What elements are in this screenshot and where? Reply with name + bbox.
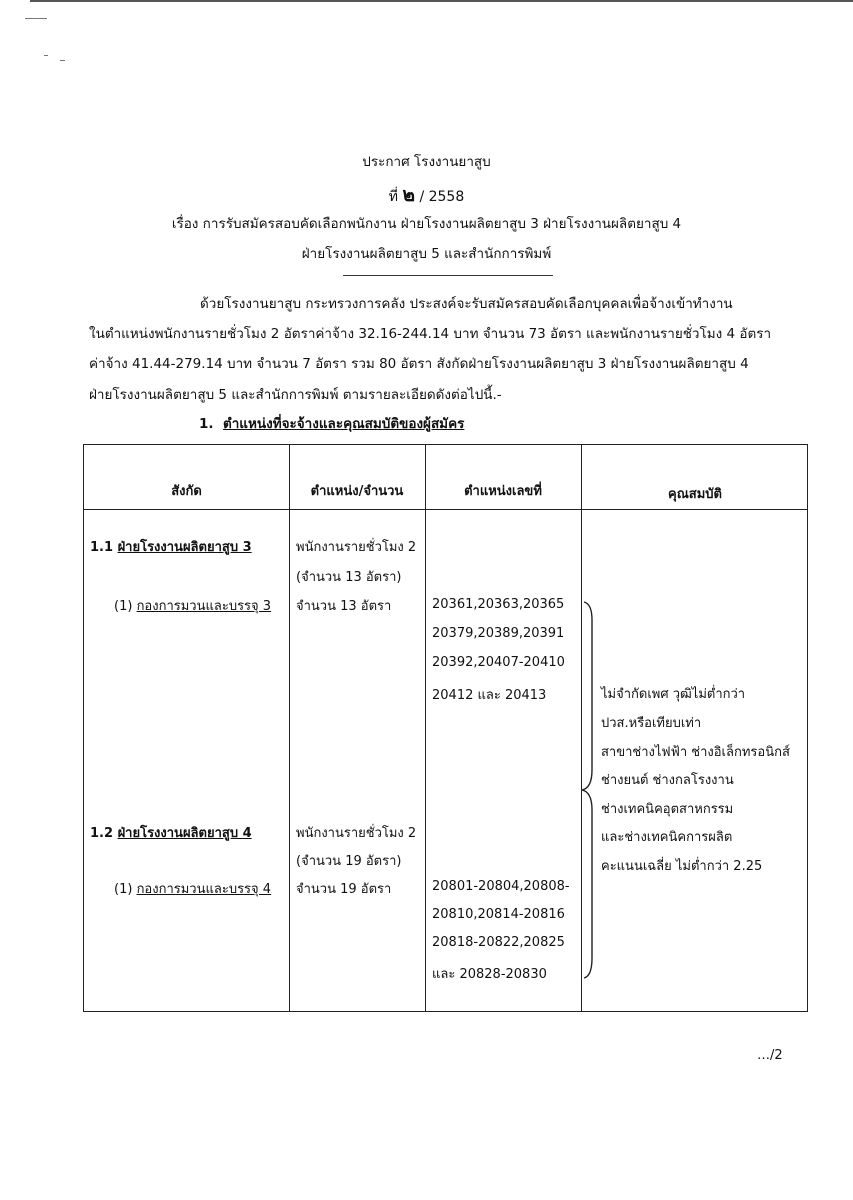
page-continuation: …/2	[757, 1048, 783, 1063]
group2-position: พนักงานรายชั่วโมง 2	[296, 826, 417, 841]
group2-number: 1.2	[90, 826, 114, 841]
body-line-1: ด้วยโรงงานยาสูบ กระทรวงการคลัง ประสงค์จะรับสมัครสอบคัดเลือกบุคคลเพื่อจ้างเข้าทำงาน	[200, 296, 733, 312]
number-suffix: / 2558	[419, 189, 465, 205]
header-position: ตำแหน่ง/จำนวน	[310, 484, 404, 499]
section-1-title: ตำแหน่งที่จะจ้างและคุณสมบัติของผู้สมัคร	[222, 416, 465, 432]
number-value: ๒	[402, 184, 415, 206]
group1-number: 1.1	[90, 540, 114, 555]
group1-sub-number: (1)	[114, 599, 133, 614]
qualification-line: สาขาช่างไฟฟ้า ช่างอิเล็กทรอนิกส์	[601, 745, 790, 760]
bracket-brace	[578, 600, 598, 980]
group1-name: ฝ่ายโรงงานผลิตยาสูบ 3	[117, 540, 252, 555]
qualification-line: คะแนนเฉลี่ย ไม่ต่ำกว่า 2.25	[601, 859, 763, 874]
group1-sub-count: จำนวน 13 อัตรา	[296, 599, 392, 614]
group2-name: ฝ่ายโรงงานผลิตยาสูบ 4	[117, 826, 252, 841]
scan-mark	[25, 18, 47, 19]
column-divider	[289, 445, 290, 1011]
group1-sub-unit	[114, 595, 271, 616]
group2-sub-number: (1)	[114, 882, 133, 897]
scan-mark	[60, 60, 65, 61]
body-line-4: ฝ่ายโรงงานผลิตยาสูบ 5 และสำนักการพิมพ์ ตามรายละเอียดดังต่อไปนี้.-	[89, 387, 502, 403]
header-separator	[343, 275, 553, 276]
group1-count: (จำนวน 13 อัตรา)	[296, 570, 402, 585]
group2-count: (จำนวน 19 อัตรา)	[296, 854, 402, 869]
header-qualifications: คุณสมบัติ	[668, 487, 722, 502]
group2-sub-name: กองการมวนและบรรจุ 4	[136, 882, 272, 897]
number-prefix: ที่	[388, 189, 398, 205]
qualification-line: ไม่จำกัดเพศ วุฒิไม่ต่ำกว่า	[601, 687, 746, 702]
group2-positions-line: และ 20828-20830	[432, 967, 547, 982]
group1-positions-line: 20392,20407-20410	[432, 655, 565, 670]
group2-sub-count: จำนวน 19 อัตรา	[296, 882, 392, 897]
header-divider	[84, 509, 807, 510]
column-divider	[425, 445, 426, 1011]
header-position-number: ตำแหน่งเลขที่	[464, 484, 542, 499]
qualification-line: ช่างยนต์ ช่างกลโรงงาน	[601, 773, 734, 788]
header-department: สังกัด	[171, 484, 202, 499]
group1-positions-line: 20412 และ 20413	[432, 688, 547, 703]
group2-positions-line: 20810,20814-20816	[432, 907, 565, 922]
group1-heading	[90, 536, 252, 557]
scan-top-border	[30, 0, 853, 2]
scan-mark	[44, 55, 48, 56]
body-line-3: ค่าจ้าง 41.44-279.14 บาท จำนวน 7 อัตรา รวม 80 อัตรา สังกัดฝ่ายโรงงานผลิตยาสูบ 3 ฝ่ายโรงงานผลิตยาสูบ 4	[89, 356, 749, 372]
section-1-number: 1.	[199, 416, 214, 432]
positions-table	[83, 444, 808, 1012]
announcer: ประกาศ โรงงานยาสูบ	[362, 154, 491, 170]
group2-positions-line: 20801-20804,20808-	[432, 879, 570, 894]
subject-line-1: เรื่อง การรับสมัครสอบคัดเลือกพนักงาน ฝ่ายโรงงานผลิตยาสูบ 3 ฝ่ายโรงงานผลิตยาสูบ 4	[171, 216, 682, 232]
group2-sub-unit	[114, 878, 271, 899]
announcement-number	[0, 180, 853, 210]
group1-position: พนักงานรายชั่วโมง 2	[296, 540, 417, 555]
group2-positions-line: 20818-20822,20825	[432, 935, 565, 950]
group1-sub-name: กองการมวนและบรรจุ 3	[136, 599, 272, 614]
group1-positions-line: 20379,20389,20391	[432, 626, 565, 641]
group2-heading	[90, 822, 252, 843]
subject-line-2: ฝ่ายโรงงานผลิตยาสูบ 5 และสำนักการพิมพ์	[301, 246, 552, 262]
qualification-line: ช่างเทคนิคอุตสาหกรรม	[601, 802, 734, 817]
section-1-heading	[199, 412, 464, 434]
body-line-2: ในตำแหน่งพนักงานรายชั่วโมง 2 อัตราค่าจ้าง 32.16-244.14 บาท จำนวน 73 อัตรา และพนักงานรายชั่วโมง 4 อัตรา	[89, 326, 772, 342]
group1-positions-line: 20361,20363,20365	[432, 597, 565, 612]
qualification-line: ปวส.หรือเทียบเท่า	[601, 716, 702, 731]
qualification-line: และช่างเทคนิคการผลิต	[601, 830, 733, 845]
